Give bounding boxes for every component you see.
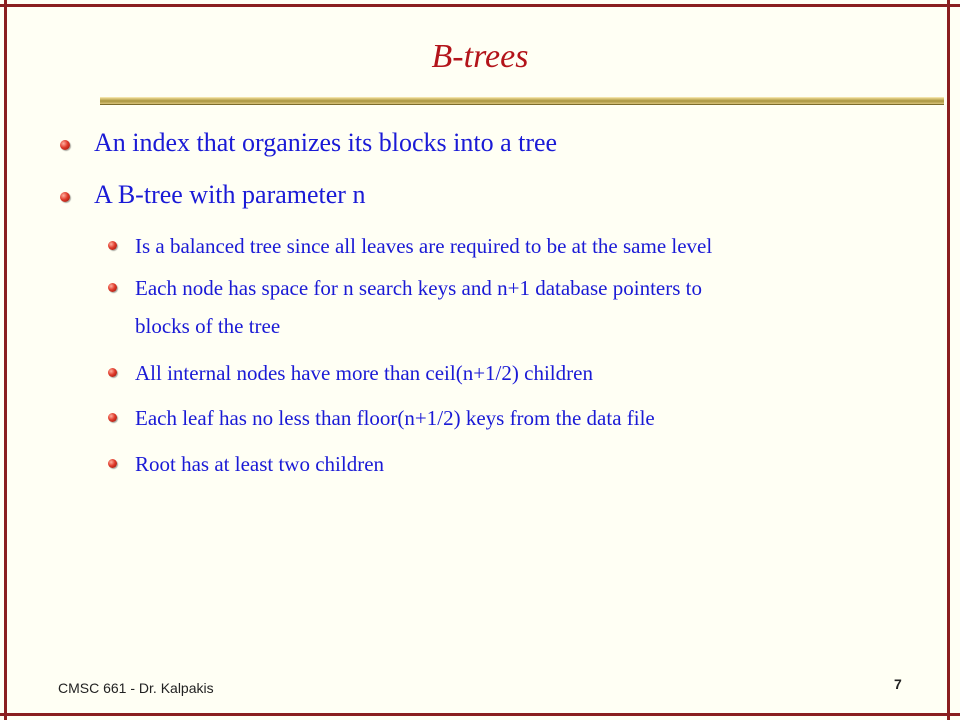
bullet-icon bbox=[108, 241, 117, 250]
bullet-text: An index that organizes its blocks into a tree bbox=[94, 128, 558, 157]
title-divider bbox=[100, 97, 944, 105]
slide-border-bottom bbox=[0, 713, 960, 716]
bullet-icon bbox=[60, 192, 70, 202]
bullet-icon bbox=[108, 459, 117, 468]
bullet-text: Root has at least two children bbox=[135, 452, 385, 476]
slide-border-left bbox=[4, 0, 7, 720]
bullet-text: Each leaf has no less than floor(n+1/2) keys from the data file bbox=[135, 406, 655, 430]
bullet-text: All internal nodes have more than ceil(n+1/2) children bbox=[135, 361, 593, 385]
slide-border-right bbox=[947, 0, 950, 720]
bullet-icon bbox=[108, 368, 117, 377]
slide-border-top bbox=[0, 4, 960, 7]
bullet-icon bbox=[108, 283, 117, 292]
bullet-text: Is a balanced tree since all leaves are required to be at the same level bbox=[135, 234, 713, 258]
bullet-text: blocks of the tree bbox=[135, 314, 281, 338]
slide-title: B-trees bbox=[431, 38, 529, 75]
page-number: 7 bbox=[894, 676, 902, 692]
bullet-text: Each node has space for n search keys and n+1 database pointers to bbox=[135, 276, 702, 300]
bullet-text: A B-tree with parameter n bbox=[94, 180, 366, 209]
footer-course-label: CMSC 661 - Dr. Kalpakis bbox=[58, 680, 214, 696]
bullet-icon bbox=[60, 140, 70, 150]
bullet-icon bbox=[108, 413, 117, 422]
